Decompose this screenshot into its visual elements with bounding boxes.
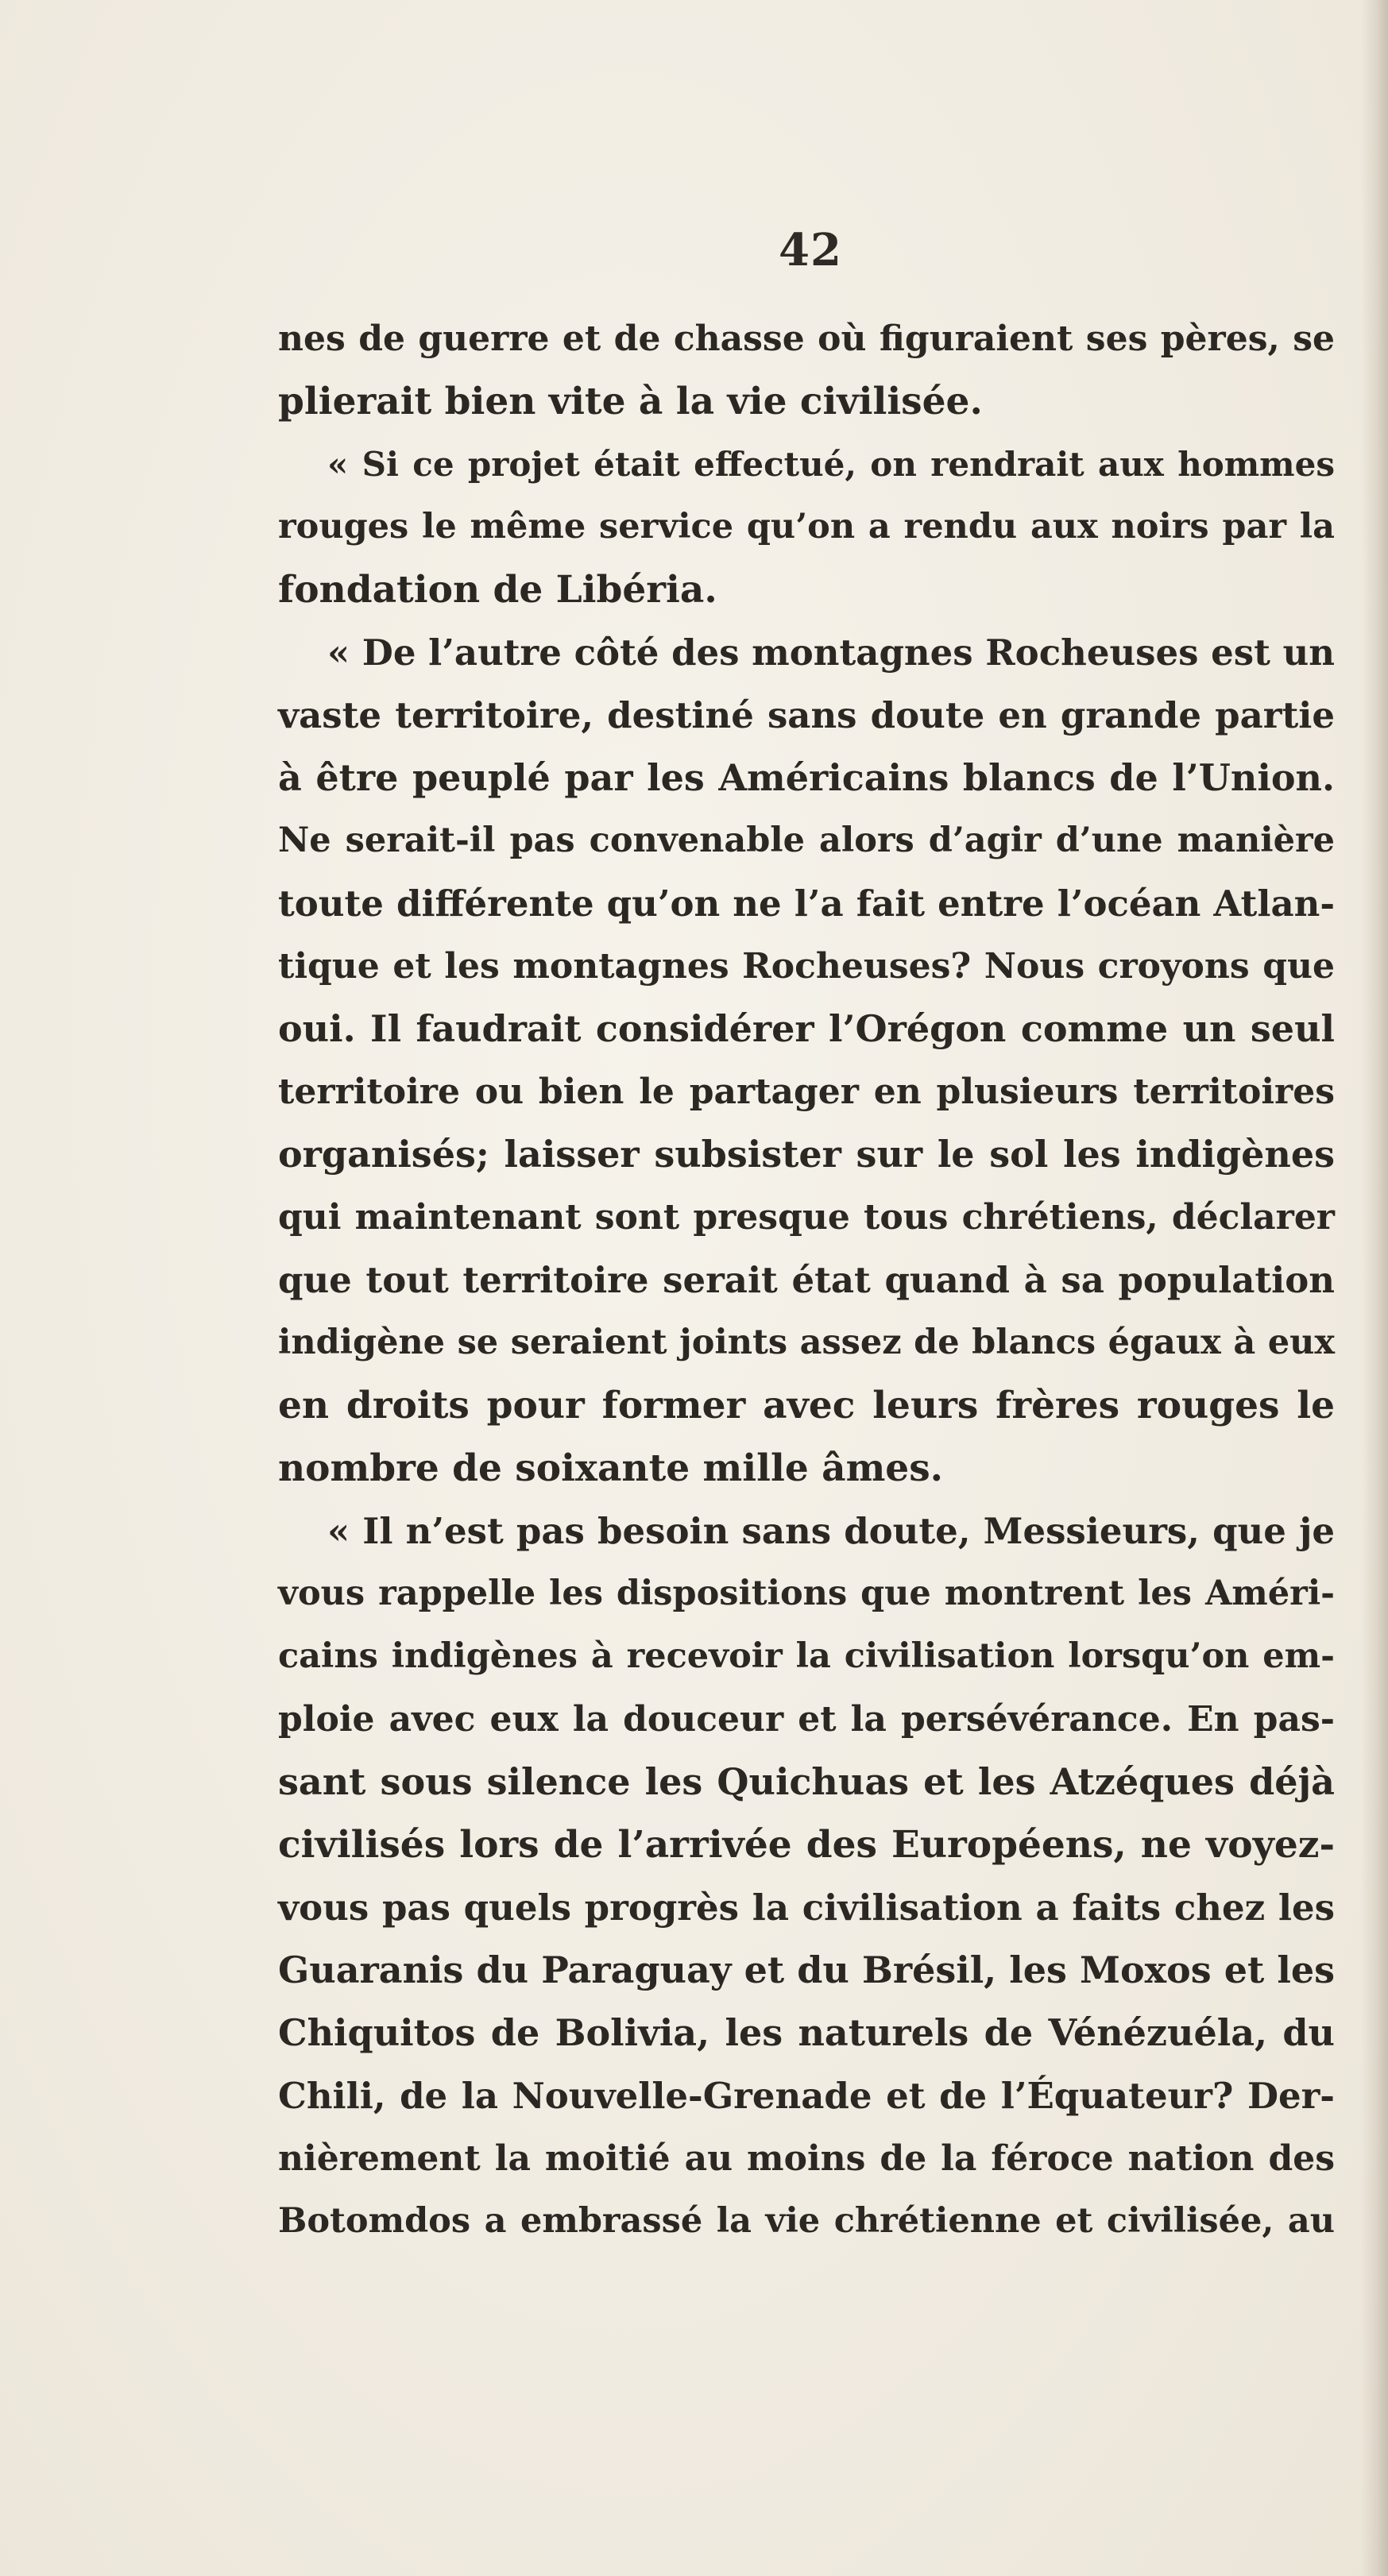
text-line: « Si ce projet était effectué, on rendrait aux hommes [327,445,1335,484]
text-line: plierait bien vite à la vie civilisée. [278,380,983,423]
page-edge-shadow [1361,0,1388,2576]
text-line: Chiquitos de Bolivia, les naturels de Vénézuéla, du [278,2011,1335,2054]
text-line: rouges le même service qu’on a rendu aux noirs par la [278,507,1335,546]
text-line: tique et les montagnes Rocheuses? Nous croyons que [278,946,1335,987]
body-text [278,307,1335,2253]
text-line: nombre de soixante mille âmes. [278,1446,944,1490]
text-line: « De l’autre côté des montagnes Rocheuses est un [327,631,1335,674]
text-line: fondation de Libéria. [278,568,717,612]
text-line: « Il n’est pas besoin sans doute, Messieurs, que je [327,1510,1335,1552]
text-line: vaste territoire, destiné sans doute en grande partie [278,694,1335,736]
text-line: indigène se seraient joints assez de blancs égaux à eux [278,1323,1335,1362]
text-line: Guaranis du Paraguay et du Brésil, les Moxos et les [278,1948,1335,1991]
text-line: Botomdos a embrassé la vie chrétienne et civilisée, au [278,2201,1335,2241]
text-line: qui maintenant sont presque tous chrétiens, déclarer [278,1197,1335,1238]
page-number: 42 [779,224,842,276]
text-line: sant sous silence les Quichuas et les Atzéques déjà [278,1760,1335,1803]
text-line: territoire ou bien le partager en plusieurs territoires [278,1072,1335,1112]
text-line: ploie avec eux la douceur et la persévérance. En pas- [278,1699,1335,1740]
text-line: civilisés lors de l’arrivée des Européens, ne voyez- [278,1823,1335,1867]
text-line: Ne serait-il pas convenable alors d’agir d’une manière [278,821,1335,860]
text-line: oui. Il faudrait considérer l’Orégon comme un seul [278,1007,1335,1050]
text-line: organisés; laisser subsister sur le sol les indigènes [278,1133,1335,1176]
text-line: nièrement la moitié au moins de la féroce nation des [278,2138,1335,2179]
text-line: toute différente qu’on ne l’a fait entre l’océan Atlan- [278,882,1335,925]
text-line: à être peuplé par les Américains blancs de l’Union. [278,756,1335,799]
text-line: nes de guerre et de chasse où figuraient ses pères, se [278,319,1335,359]
text-line: cains indigènes à recevoir la civilisation lorsqu’on em- [278,1636,1335,1676]
text-line: en droits pour former avec leurs frères rouges le [278,1384,1335,1427]
text-line: vous pas quels progrès la civilisation a faits chez les [278,1887,1335,1929]
text-line: vous rappelle les dispositions que montrent les Améri- [278,1574,1335,1613]
text-line: Chili, de la Nouvelle-Grenade et de l’Équateur? Der- [278,2075,1335,2117]
text-line: que tout territoire serait état quand à sa population [278,1259,1335,1301]
